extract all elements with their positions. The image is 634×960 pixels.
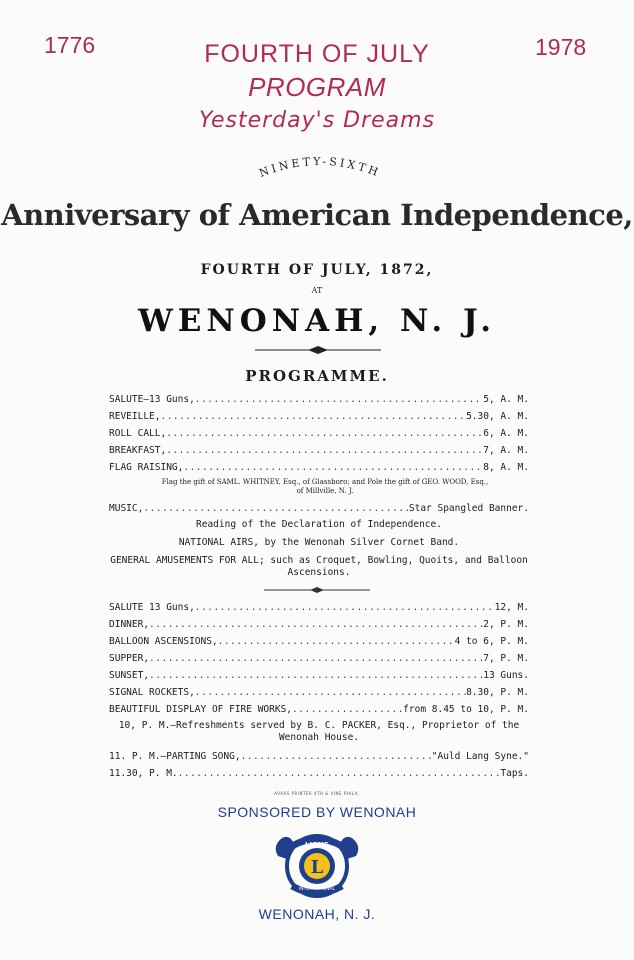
schedule-row: SUPPER, ..... 7, P. M. (109, 653, 529, 664)
flag-note: Flag the gift of SAML. WHITNEY, Esq., of Glassboro; and Pole the gift of GEO. WOOD, Esq., of Millville, N. J. (161, 478, 489, 495)
taps-row: 11.30, P. M. ..... Taps. (109, 768, 529, 779)
date-line: FOURTH OF JULY, 1872, (200, 262, 434, 278)
year-left: 1776 (44, 32, 96, 58)
place-heading: WENONAH, N. J. (137, 303, 497, 339)
reading-line: Reading of the Declaration of Independence. (196, 519, 442, 530)
refreshments-line: 10, P. M.—Refreshments served by B. C. PACKER, Esq., Proprietor of the Wenonah House. (118, 720, 520, 743)
logo-center-text: L (310, 857, 324, 878)
schedule-row: BREAKFAST, ..... 7, A. M. (109, 445, 529, 456)
logo-top-text: LIONS (305, 841, 329, 849)
year-right: 1978 (535, 34, 587, 60)
schedule-row: SUNSET, ..... 13 Guns. (109, 670, 529, 681)
ordinal-text: NINETY-SIXTH (257, 154, 383, 180)
parting-song-row: 11. P. M.—PARTING SONG, ..... "Auld Lang Syne." (109, 751, 529, 762)
schedule-row: FLAG RAISING, ..... 8, A. M. (109, 462, 529, 473)
programme-heading: PROGRAMME. (245, 367, 389, 385)
title-program: PROGRAM (248, 72, 386, 102)
music-row: MUSIC, ..... Star Spangled Banner. (109, 503, 529, 514)
svg-text:NINETY-SIXTH (257, 155, 382, 180)
title-yesterdays-dreams: Yesterday's Dreams (198, 108, 436, 133)
schedule-row: DINNER, ..... 2, P. M. (109, 619, 529, 630)
schedule-row: SIGNAL ROCKETS, ..... 8.30, P. M. (109, 687, 529, 698)
ornament-divider (253, 345, 383, 355)
schedule-row: SALUTE—13 Guns, ..... 5, A. M. (109, 394, 529, 405)
anniversary-heading: Anniversary of American Independence, (1, 198, 633, 232)
sponsor-line: SPONSORED BY WENONAH (217, 804, 417, 820)
schedule-row: BEAUTIFUL DISPLAY OF FIRE WORKS, ..... from 8.45 to 10, P. M. (109, 704, 529, 715)
schedule-row: BALLOON ASCENSIONS, ..... 4 to 6, P. M. (109, 636, 529, 647)
at-word: AT (311, 286, 323, 295)
title-fourth-of-july: FOURTH OF JULY (204, 40, 430, 68)
small-divider (262, 586, 372, 594)
ordinal-arch (220, 150, 420, 195)
amusements-line: GENERAL AMUSEMENTS FOR ALL; such as Croquet, Bowling, Quoits, and Balloon Ascensions. (110, 555, 528, 578)
lions-logo-icon (272, 826, 362, 904)
printer-credit: AVARS PRINTER 4TH & VINE PHILA. (274, 791, 360, 796)
schedule-row: ROLL CALL, ..... 6, A. M. (109, 428, 529, 439)
national-airs-line: NATIONAL AIRS, by the Wenonah Silver Cornet Band. (178, 537, 460, 548)
schedule-row: REVEILLE, ..... 5.30, A. M. (109, 411, 529, 422)
schedule-row: SALUTE 13 Guns, ..... 12, M. (109, 602, 529, 613)
footer-place: WENONAH, N. J. (258, 906, 376, 922)
logo-bottom-text: INTERNATIONAL (298, 887, 336, 892)
